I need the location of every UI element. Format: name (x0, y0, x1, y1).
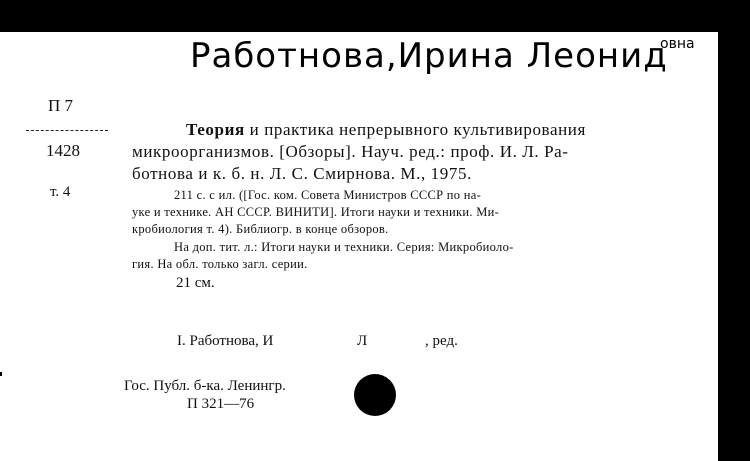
card-title-line (186, 120, 586, 140)
footer-library: Гос. Публ. б-ка. Ленингр. (124, 378, 286, 394)
card-title-rest: и практика непрерывного культивирования (249, 120, 586, 139)
shelfmark-number: 1428 (46, 141, 80, 160)
card-line-7: На доп. тит. л.: Итоги науки и техники. Серия: Микробиоло- (174, 240, 514, 254)
tracing-name: I. Работнова, И (177, 333, 274, 349)
handwritten-author-name (190, 36, 715, 92)
footer-code: П 321—76 (187, 396, 255, 412)
handwritten-name-superscript: овна (660, 36, 695, 52)
card-line-8: гия. На обл. только загл. серии. (132, 257, 308, 271)
tracing-role: , ред. (425, 333, 458, 349)
card-line-5: уке и технике. АН СССР. ВИНИТИ]. Итоги науки и техники. Ми- (132, 205, 500, 219)
card-line-3: ботнова и к. б. н. Л. С. Смирнова. М., 1975. (132, 164, 472, 183)
scan-left-mark (0, 372, 2, 376)
shelfmark-class: П 7 (48, 96, 74, 115)
shelfmark-volume: т. 4 (50, 184, 71, 200)
punch-hole (354, 374, 396, 416)
scan-right-border (718, 0, 750, 461)
card-size: 21 см. (176, 275, 215, 291)
card-line-4: 211 с. с ил. ([Гос. ком. Совета Министров СССР по на- (174, 188, 482, 202)
handwritten-name-main: Работнова,Ирина Леонид (190, 36, 668, 76)
card-line-2: микроорганизмов. [Обзоры]. Науч. ред.: проф. И. Л. Ра- (132, 142, 569, 161)
scan-top-border (0, 0, 750, 32)
tracing-initial: Л (357, 333, 368, 349)
card-title-keyword: Теория (186, 120, 245, 139)
shelfmark-divider (26, 130, 108, 131)
card-line-6: кробиология т. 4). Библиогр. в конце обзоров. (132, 222, 389, 236)
